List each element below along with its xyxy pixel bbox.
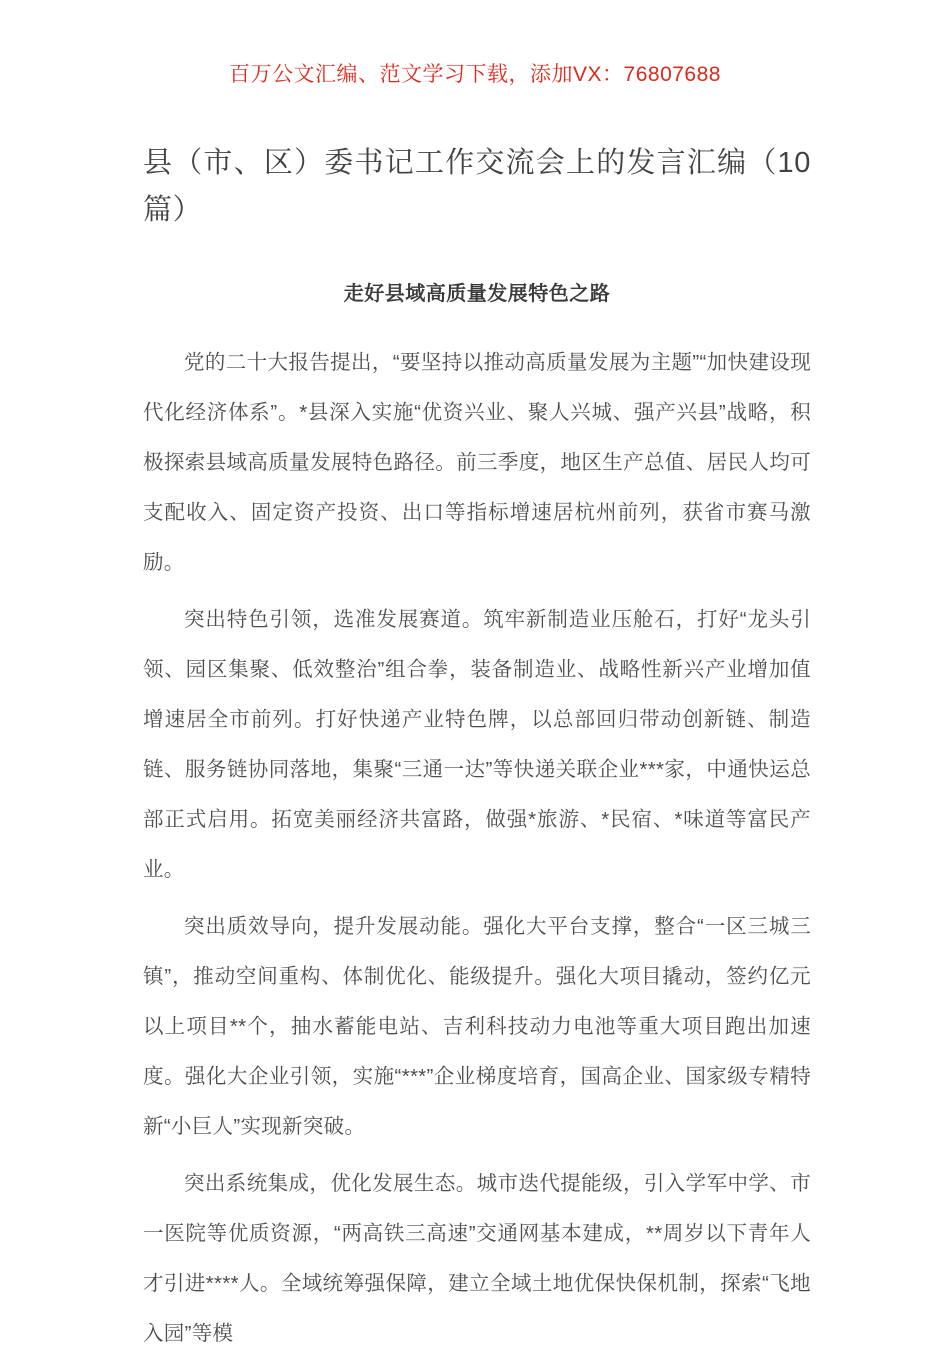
document-content bbox=[143, 140, 811, 1366]
section-subtitle: 走好县域高质量发展特色之路 bbox=[343, 282, 611, 305]
body-paragraph-3: 突出质效导向，提升发展动能。强化大平台支撑，整合“一区三城三镇”，推动空间重构、体制优化、能级提升。强化大项目撬动，签约亿元以上项目**个，抽水蓄能电站、吉利科技动力电池等重大项目跑出加速度。强化大企业引领，实施“***”企业梯度培育，国高企业、国家级专精特新“小巨人”实现新突破。 bbox=[143, 915, 811, 1139]
body-paragraph-4: 突出系统集成，优化发展生态。城市迭代提能级，引入学军中学、市一医院等优质资源，“两高铁三高速”交通网基本建成，**周岁以下青年人才引进****人。全域统筹强保障，建立全域土地优保快保机制，探索“飞地入园”等模 bbox=[143, 1172, 811, 1346]
promo-watermark-text: 百万公文汇编、范文学习下载，添加VX：76807688 bbox=[229, 63, 721, 86]
body-paragraph-2: 突出特色引领，选准发展赛道。筑牢新制造业压舱石，打好“龙头引领、园区集聚、低效整治”组合拳，装备制造业、战略性新兴产业增加值增速居全市前列。打好快递产业特色牌，以总部回归带动创新链、制造链、服务链协同落地，集聚“三通一达”等快递关联企业***家，中通快运总部正式启用。拓宽美丽经济共富路，做强*旅游、*民宿、*味道等富民产业。 bbox=[143, 608, 811, 882]
page-title: 县（市、区）委书记工作交流会上的发言汇编（10篇） bbox=[143, 147, 811, 226]
body-paragraph-1: 党的二十大报告提出，“要坚持以推动高质量发展为主题”“加快建设现代化经济体系”。*县深入实施“优资兴业、聚人兴城、强产兴县”战略，积极探索县域高质量发展特色路径。前三季度，地区生产总值、居民人均可支配收入、固定资产投资、出口等指标增速居杭州前列，获省市赛马激励。 bbox=[143, 350, 811, 574]
